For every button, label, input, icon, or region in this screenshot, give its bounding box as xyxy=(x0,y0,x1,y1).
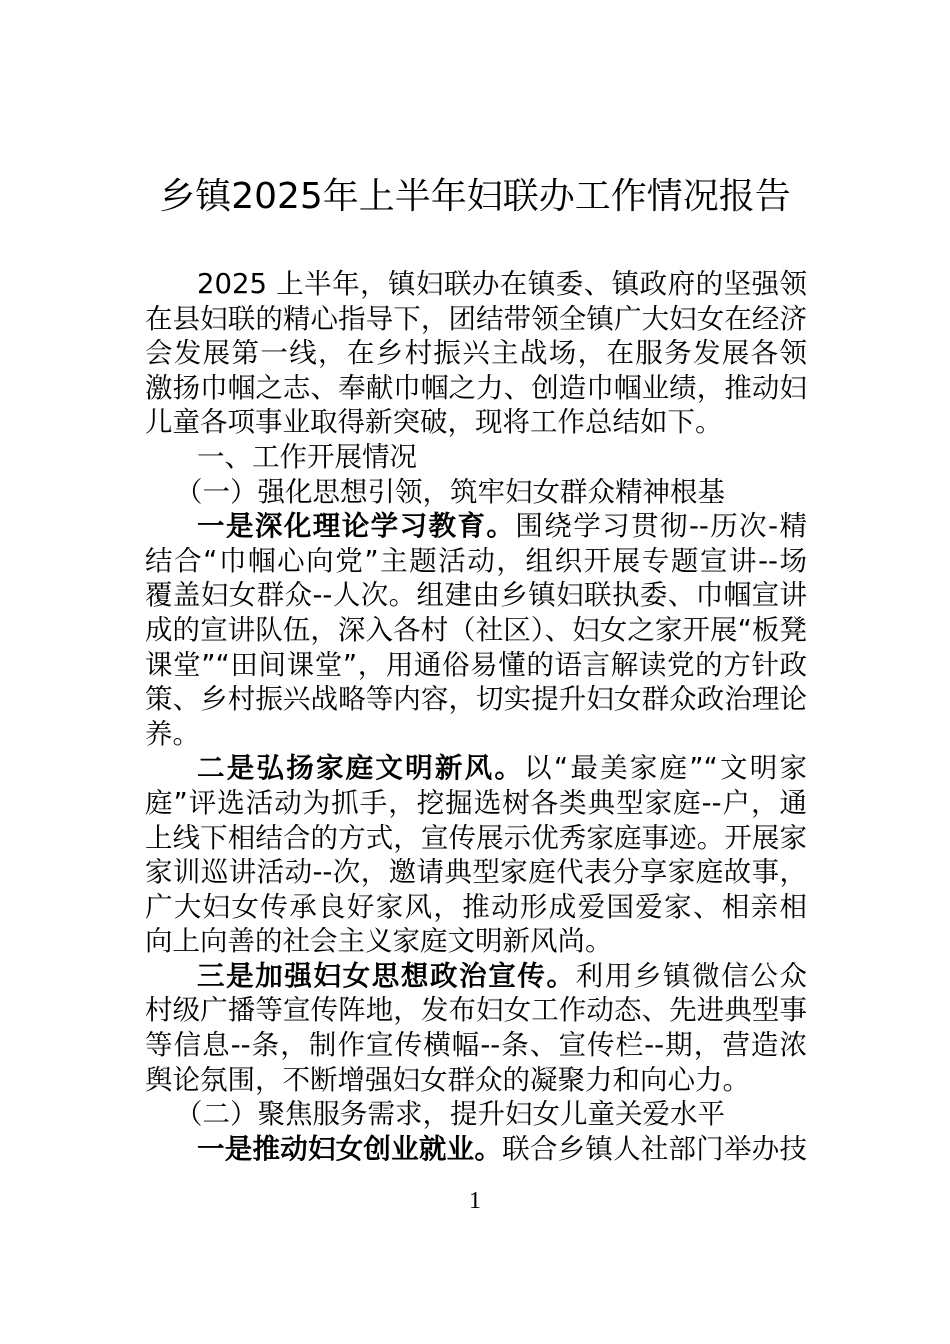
line-text: 等信息--条，制作宣传横幅--条、宣传栏--期，营造浓 xyxy=(145,1029,807,1062)
text-line xyxy=(145,302,807,337)
text-line xyxy=(145,924,807,959)
line-text: （一）强化思想引领，筑牢妇女群众精神根基 xyxy=(175,475,725,508)
line-text: 向上向善的社会主义家庭文明新风尚。 xyxy=(145,925,613,958)
text-line xyxy=(145,613,807,648)
line-text: 以“最美家庭”“文明家 xyxy=(524,752,807,785)
line-text: 围绕学习贯彻--历次-精 xyxy=(515,510,807,543)
text-line xyxy=(145,475,807,510)
bold-lead: 一是深化理论学习教育。 xyxy=(197,510,516,543)
line-text: 覆盖妇女群众--人次。组建由乡镇妇联执委、巾帼宣讲 xyxy=(145,579,807,612)
text-line xyxy=(145,751,807,786)
line-text: 2025 上半年，镇妇联办在镇委、镇政府的坚强领 xyxy=(197,268,807,300)
document-title: 乡镇2025年上半年妇联办工作情况报告 xyxy=(159,176,791,217)
text-line xyxy=(145,1097,807,1132)
line-text: 结合“巾帼心向党”主题活动，组织开展专题宣讲--场 xyxy=(145,544,807,577)
text-line xyxy=(145,786,807,821)
text-line xyxy=(145,717,807,752)
text-line xyxy=(145,648,807,683)
line-text: 激扬巾帼之志、奉献巾帼之力、创造巾帼业绩，推动妇 xyxy=(145,371,807,404)
line-text: 利用乡镇微信公众 xyxy=(575,959,807,992)
line-text: 上线下相结合的方式，宣传展示优秀家庭事迹。开展家 xyxy=(145,821,807,854)
text-line xyxy=(145,336,807,371)
bold-lead: 二是弘扬家庭文明新风。 xyxy=(197,752,525,785)
text-line xyxy=(145,682,807,717)
line-text: 庭”评选活动为抓手，挖掘选树各类典型家庭--户，通 xyxy=(145,786,807,819)
line-text: 成的宣讲队伍，深入各村（社区）、妇女之家开展“板凳 xyxy=(145,613,807,646)
document-body xyxy=(145,267,807,1166)
text-line xyxy=(145,440,807,475)
page-number: 1 xyxy=(469,1188,481,1214)
text-line xyxy=(145,959,807,994)
line-text: （二）聚焦服务需求，提升妇女儿童关爱水平 xyxy=(175,1098,725,1131)
text-line xyxy=(145,1063,807,1098)
bold-lead: 三是加强妇女思想政治宣传。 xyxy=(197,959,576,992)
text-line xyxy=(145,1028,807,1063)
line-text: 舆论氛围，不断增强妇女群众的凝聚力和向心力。 xyxy=(145,1063,750,1096)
line-text: 在县妇联的精心指导下，团结带领全镇广大妇女在经济 xyxy=(145,302,807,335)
bold-lead: 一是推动妇女创业就业。 xyxy=(197,1132,503,1165)
line-text: 课堂”“田间课堂”，用通俗易懂的语言解读党的方针政 xyxy=(145,648,807,681)
line-text: 家训巡讲活动--次，邀请典型家庭代表分享家庭故事， xyxy=(145,856,807,889)
line-text: 养。 xyxy=(145,717,200,750)
text-line xyxy=(145,855,807,890)
line-text: 一、工作开展情况 xyxy=(197,440,417,473)
text-line xyxy=(145,1132,807,1167)
line-text: 策、乡村振兴战略等内容，切实提升妇女群众政治理论 xyxy=(145,683,807,716)
text-line xyxy=(145,544,807,579)
line-text: 村级广播等宣传阵地，发布妇女工作动态、先进典型事 xyxy=(145,994,807,1027)
line-text: 广大妇女传承良好家风，推动形成爱国爱家、相亲相 xyxy=(145,890,807,923)
line-text: 会发展第一线，在乡村振兴主战场，在服务发展各领 xyxy=(145,337,807,370)
text-line xyxy=(145,509,807,544)
line-text: 联合乡镇人社部门举办技 xyxy=(502,1132,807,1165)
text-line xyxy=(145,821,807,856)
text-line xyxy=(145,578,807,613)
text-line xyxy=(145,405,807,440)
text-line xyxy=(145,267,807,302)
line-text: 儿童各项事业取得新突破，现将工作总结如下。 xyxy=(145,406,723,439)
text-line xyxy=(145,371,807,406)
text-line xyxy=(145,993,807,1028)
text-line xyxy=(145,890,807,925)
